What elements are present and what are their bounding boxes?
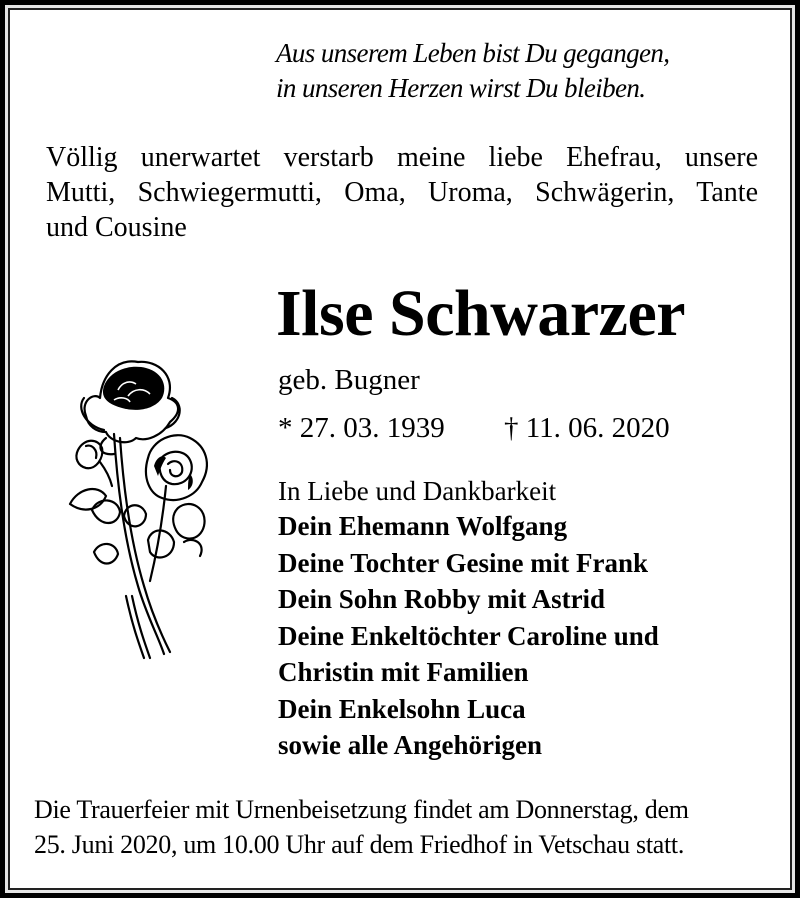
intro-line: und Cousine bbox=[46, 212, 187, 243]
funeral-line: 25. Juni 2020, um 10.00 Uhr auf dem Friedhof in Vetschau statt. bbox=[34, 830, 685, 859]
intro-text bbox=[46, 140, 758, 245]
mourner-line: sowie alle Angehörigen bbox=[278, 730, 542, 760]
mourner-line: Dein Enkelsohn Luca bbox=[278, 693, 526, 724]
mourner-line: Christin mit Familien bbox=[278, 657, 529, 687]
birth-date: * 27. 03. 1939 bbox=[278, 412, 445, 444]
funeral-notice bbox=[34, 792, 774, 862]
mourner-line: Deine Enkeltöchter Caroline und bbox=[278, 620, 659, 651]
maiden-name: geb. Bugner bbox=[278, 364, 420, 396]
deceased-name: Ilse Schwarzer bbox=[276, 277, 686, 350]
motto-line: Aus unserem Leben bist Du gegangen, bbox=[276, 38, 670, 68]
death-date: † 11. 06. 2020 bbox=[504, 412, 670, 444]
intro-line: Völlig unerwartet verstarb meine liebe Ehefrau, unsere bbox=[46, 142, 758, 173]
mourner-line: Deine Tochter Gesine mit Frank bbox=[278, 547, 648, 578]
motto-line: in unseren Herzen wirst Du bleiben. bbox=[276, 73, 646, 103]
mourner-line: Dein Sohn Robby mit Astrid bbox=[278, 584, 606, 614]
intro-line: Mutti, Schwiegermutti, Oma, Uroma, Schwägerin, Tante bbox=[46, 177, 758, 208]
rose-bouquet-icon bbox=[66, 346, 216, 662]
funeral-line: Die Trauerfeier mit Urnenbeisetzung findet am Donnerstag, dem bbox=[34, 795, 689, 824]
mourners-lead: In Liebe und Dankbarkeit bbox=[278, 476, 557, 506]
mourner-line: Dein Ehemann Wolfgang bbox=[278, 511, 568, 541]
motto-verse bbox=[276, 36, 756, 106]
mourners-list bbox=[278, 474, 659, 764]
life-dates bbox=[278, 410, 670, 446]
